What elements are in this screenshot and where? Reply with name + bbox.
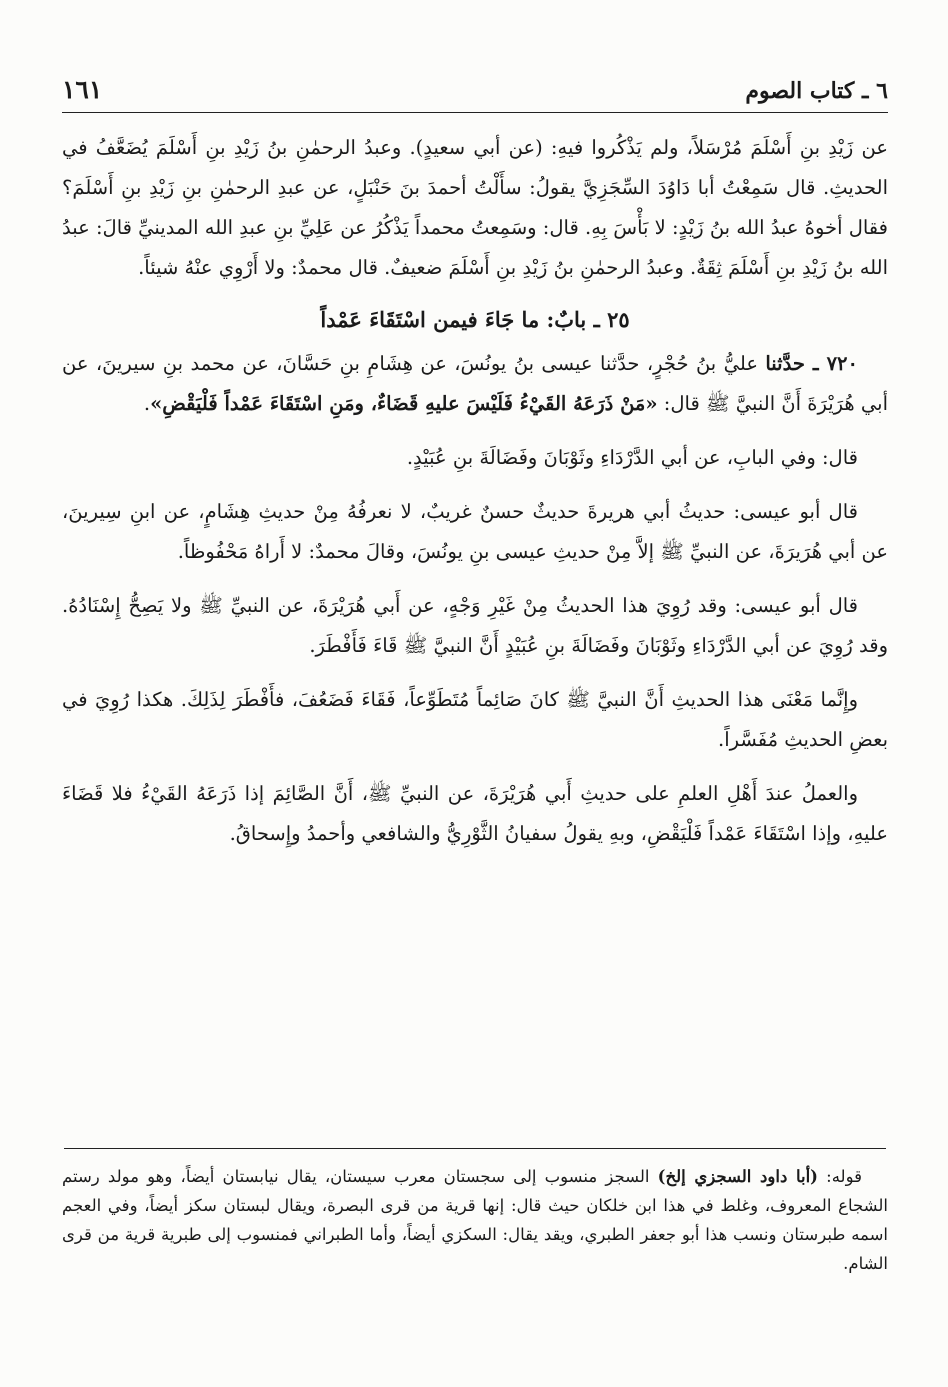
paragraph-practice: والعملُ عندَ أَهْلِ العلمِ على حديثِ أَبي هُرَيْرَةَ، عن النبيِّ ﷺ، أَنَّ الصَّائِمَ إذا ذَرَعَهُ القَيْءُ فلا قَضَاءَ عليهِ، وإذا اسْتَقَاءَ عَمْداً فَلْيَقْضِ، وبهِ يقولُ سفيانُ الثَّوْرِيُّ والشافعي وأحمدُ وإِسحاقُ. bbox=[62, 782, 888, 845]
paragraph-meaning: وإِنَّما مَعْنَى هذا الحديثِ أَنَّ النبيَّ ﷺ كانَ صَائِماً مُتَطَوِّعاً، فَقَاءَ فَضَعُفَ، فأَفْطَرَ لِذَلِكَ. هكذا رُوِيَ في بعضِ الحديثِ مُفَسَّراً. bbox=[62, 688, 888, 751]
hadith-text: عليُّ بنُ حُجْرٍ، حدَّثنا عيسى بنُ يونُسَ، عن هِشَامِ بنِ حَسَّانَ، عن محمد بنِ سيرينَ، عن أبي هُرَيْرَةَ أَنَّ النبيَّ ﷺ قال: bbox=[62, 352, 888, 415]
footnote-text: السجز منسوب إلى سجستان معرب سيستان، يقال نيابستان أيضاً، وهو مولد رستم الشجاع المعروف، وغلط في هذا ابن خلكان حيث قال: إنها قرية من قرى البصرة، ويقال لبستان سكز أيضاً، وفي العجم اسمه طبرستان ونسب هذا أبو جعفر الطبري، ويقد يقال: السكزي أيضاً، وأما الطبراني فمنسوب إلى طبرية قرية من قرى الشام. bbox=[62, 1167, 888, 1273]
paragraph-abu-isa-2: قال أبو عيسى: وقد رُوِيَ هذا الحديثُ مِنْ غَيْرِ وَجْهٍ، عن أَبي هُرَيْرَةَ، عن النبيِّ ﷺ ولا يَصِحُّ إِسْنَادُهُ. وقد رُوِيَ عن أبي الدَّرْدَاءِ وثَوْبَانَ وفَضَالَةَ بنِ عُبَيْدٍ أَنَّ النبيَّ ﷺ قَاءَ فَأَفْطَرَ. bbox=[62, 594, 888, 657]
footnote-divider bbox=[64, 1148, 886, 1149]
paragraph-bab: قال: وفي البابِ، عن أبي الدَّرْدَاءِ وثَوْبَانَ وفَضَالَةَ بنِ عُبَيْدٍ. bbox=[406, 446, 858, 469]
hadith-quote: «مَنْ ذَرَعَهُ القَيْءُ فَلَيْسَ عليهِ قَضَاءٌ، ومَنِ اسْتَقَاءَ عَمْداً فَلْيَقْضِ» bbox=[150, 392, 658, 415]
footnote-lead: قوله: bbox=[817, 1167, 862, 1186]
page-number: ١٦١ bbox=[62, 75, 103, 104]
paragraph-abu-isa-1: قال أبو عيسى: حديثُ أبي هريرةَ حديثٌ حسنٌ غريبٌ، لا نعرفُهُ مِنْ حديثِ هِشَامٍ، عن ابنِ سِيرينَ، عن أبي هُرَيرَةَ، عن النبيِّ ﷺ إلاَّ مِنْ حديثِ عيسى بنِ يونُسَ، وقالَ محمدٌ: لا أَراهُ مَحْفُوظاً. bbox=[62, 500, 888, 563]
hadith-end: . bbox=[143, 392, 151, 415]
hadith-number: ٧٢٠ ـ حدَّثنا bbox=[765, 352, 858, 375]
section-title: ٢٥ ـ بابٌ: ما جَاءَ فيمن اسْتَقَاءَ عَمْداً bbox=[320, 307, 630, 332]
paragraph-intro: عن زَيْدِ بنِ أَسْلَمَ مُرْسَلاً، ولم يَذْكُروا فيهِ: (عن أبي سعيدٍ). وعبدُ الرحمٰنِ بنُ زَيْدِ بنِ أَسْلَمَ يُضَعَّفُ في الحديثِ. قال سَمِعْتُ أبا دَاوُدَ السِّجَزِيَّ يقولُ: سأَلْتُ أحمدَ بنَ حَنْبَلٍ، عن عبدِ الرحمٰنِ بنِ زَيْدِ بنِ أَسْلَمَ؟ فقال أخوهُ عبدُ الله بنُ زَيْدٍ: لا بَأْسَ بِهِ. قال: وسَمِعتُ محمداً يَذْكُرُ عن عَلِيِّ بنِ عبدِ الله المدينيِّ قالَ: عبدُ الله بنُ زَيْدِ بنِ أَسْلَمَ ثِقَةٌ. وعبدُ الرحمٰنِ بنُ زَيْدِ بنِ أَسْلَمَ ضعيفٌ. قال محمدٌ: ولا أَرْوِي عنْهُ شيئاً. bbox=[62, 136, 888, 279]
footnote-ref: (أبا داود السجزي إلخ) bbox=[657, 1167, 818, 1186]
chapter-title: ٦ ـ كتاب الصوم bbox=[745, 78, 888, 104]
footnote-paragraph bbox=[62, 1162, 888, 1278]
hadith-paragraph bbox=[62, 344, 888, 424]
main-text bbox=[62, 128, 888, 854]
footnote bbox=[62, 1162, 888, 1278]
page-header bbox=[62, 58, 888, 113]
